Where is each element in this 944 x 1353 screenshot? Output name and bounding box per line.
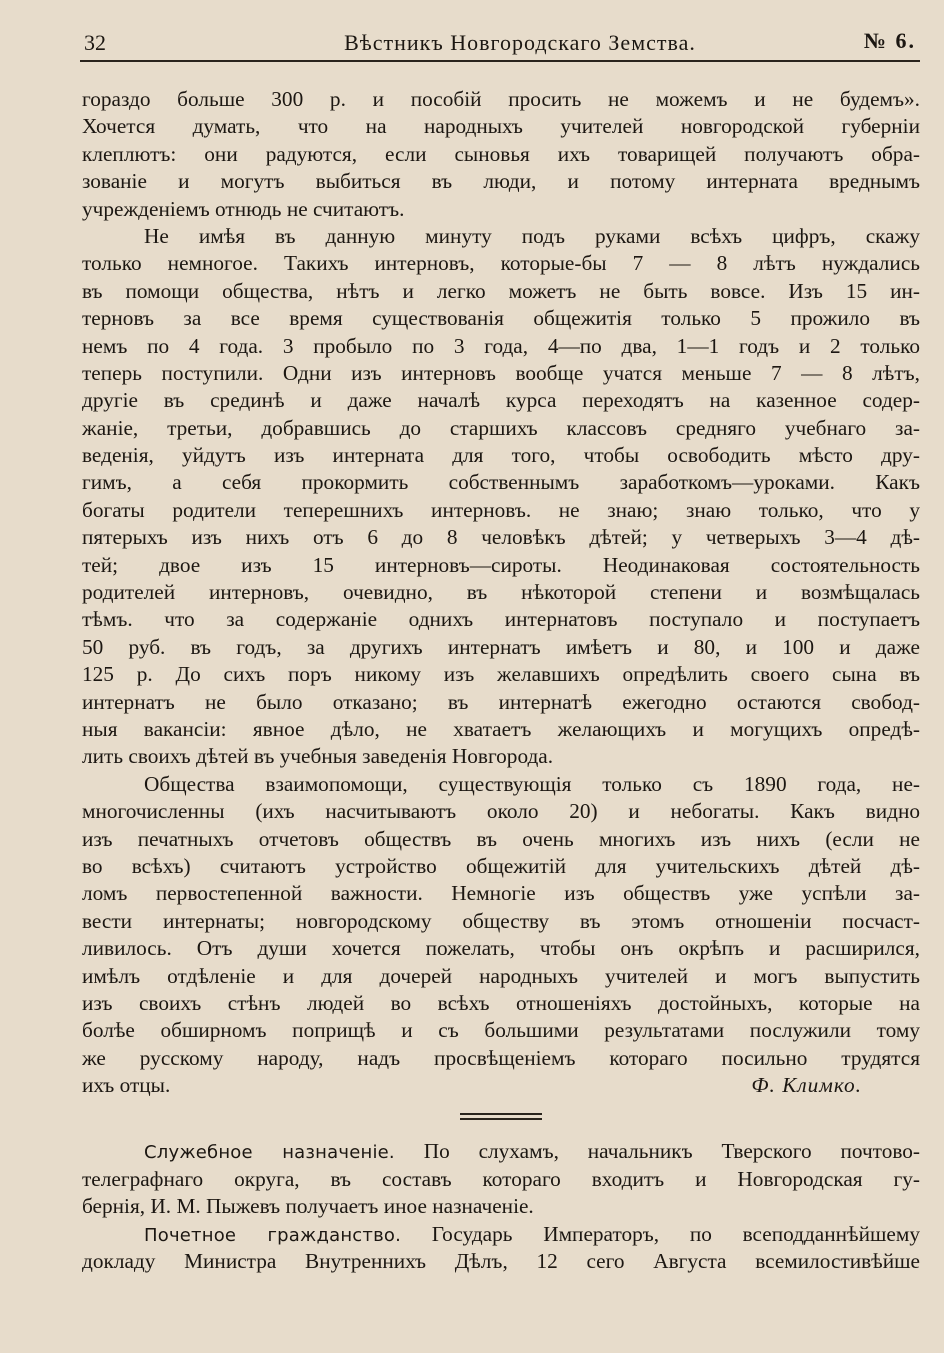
text-line: лить своихъ дѣтей въ учебныя заведенія Новгорода.	[82, 744, 554, 769]
text-line: тей; двое изъ 15 интерновъ—сироты. Неодинаковая состоятельность	[82, 552, 920, 577]
text-line: учрежденіемъ отнюдь не считаютъ.	[82, 196, 405, 221]
text-line: зованіе и могутъ выбиться въ люди, и потому интерната вреднымъ	[82, 169, 920, 194]
text-line: изъ своихъ стѣнъ людей во всѣхъ отношеніяхъ достойныхъ, которые на	[82, 990, 920, 1015]
text-line: немъ по 4 года. 3 пробыло по 3 года, 4—по два, 1—1 годъ и 2 только	[82, 333, 920, 358]
text-line: имѣлъ отдѣленіе и для дочерей народныхъ учителей и могъ выпустить	[82, 963, 920, 988]
text-line: многочисленны (ихъ насчитываютъ около 20) и небогаты. Какъ видно	[82, 799, 920, 824]
text-line: же русскому народу, надъ просвѣщеніемъ котораго посильно трудятся	[82, 1045, 920, 1070]
news-item-appointment	[82, 1138, 920, 1220]
author-signature: Ф. Климко.	[751, 1073, 862, 1098]
text-line: Не имѣя въ данную минуту подъ руками всѣхъ цифръ, скажу	[144, 223, 920, 248]
text-line: 125 р. До сихъ поръ никому изъ желавшихъ опредѣлить своего сына въ	[82, 662, 920, 687]
text-line: терновъ за все время существованія общежитія только 5 прожило въ	[82, 306, 920, 331]
article-paragraph-2	[82, 223, 920, 771]
text-line: веденія, уйдутъ изъ интерната для того, чтобы освободить мѣсто дру-	[82, 443, 920, 468]
text-line: жаніе, третьи, добравшись до старшихъ классовъ средняго учебнаго за-	[82, 415, 920, 440]
text-line: болѣе обширномъ поприщѣ и съ большими результатами послужили тому	[82, 1018, 920, 1043]
text-line: гимъ, а себя прокормить собственнымъ заработкомъ—уроками. Какъ	[82, 470, 920, 495]
text-line: клеплютъ: они радуются, если сыновья ихъ товарищей получаютъ обра-	[82, 141, 920, 166]
text-line: бернія, И. М. Пыжевъ получаетъ иное назначеніе.	[82, 1194, 534, 1219]
text-line: во всѣхъ) считаютъ устройство общежитій для учительскихъ дѣтей дѣ-	[82, 853, 920, 878]
text-line: Общества взаимопомощи, существующія только съ 1890 года, не-	[144, 771, 920, 796]
news-heading: Служебное назначеніе.	[144, 1142, 395, 1164]
text-line: тѣмъ. что за содержаніе однихъ интернатовъ поступало и поступаетъ	[82, 607, 920, 632]
article-paragraph-1	[82, 86, 920, 223]
text-line: Почетное гражданство. Государь Императоръ, по всеподданнѣйшему	[144, 1221, 920, 1246]
text-line: Хочется думать, что на народныхъ учителей новгородской губерніи	[82, 114, 920, 139]
article-paragraph-3	[82, 771, 920, 1100]
text-line: другіе въ срединѣ и даже началѣ курса переходятъ на казенное содер-	[82, 388, 920, 413]
text-line: изъ печатныхъ отчетовъ обществъ въ очень многихъ изъ нихъ (если не	[82, 826, 920, 851]
text-line: ливилось. Отъ души хочется пожелать, чтобы онъ окрѣпъ и расширился,	[82, 936, 920, 961]
text-line: пятерыхъ изъ нихъ отъ 6 до 8 человѣкъ дѣтей; у четверыхъ 3—4 дѣ-	[82, 525, 920, 550]
text-line: ныя вакансіи: явное дѣло, не хватаетъ желающихъ и могущихъ опредѣ-	[82, 716, 920, 741]
text-line: телеграфнаго округа, въ составъ котораго входитъ и Новгородская гу-	[82, 1166, 920, 1191]
text-line: Служебное назначеніе. По слухамъ, начальникъ Тверского почтово-	[144, 1139, 920, 1164]
page-number: 32	[84, 30, 106, 55]
text-line: 50 руб. въ годъ, за другихъ интернатъ имѣетъ и 80, и 100 и даже	[82, 634, 920, 659]
issue-number: № 6.	[863, 28, 916, 53]
page-header	[80, 26, 920, 62]
text-line: только немногое. Такихъ интерновъ, которые-бы 7 — 8 лѣтъ нуждались	[82, 251, 920, 276]
text-line: богаты родители теперешнихъ интерновъ. не знаю; знаю только, что у	[82, 497, 920, 522]
text-line: ихъ отцы.	[82, 1073, 171, 1098]
section-divider	[460, 1113, 542, 1120]
text-line: интернатъ не было отказано; въ интернатѣ ежегодно остаются свобод-	[82, 689, 920, 714]
text-line: ломъ первостепенной важности. Немногіе изъ обществъ уже успѣли за-	[82, 881, 920, 906]
news-item-citizenship	[82, 1221, 920, 1276]
text-line: въ помощи общества, нѣтъ и легко можетъ не быть вовсе. Изъ 15 ин-	[82, 278, 920, 303]
page-body	[82, 86, 920, 1275]
text-line: гораздо больше 300 р. и пособій просить не можемъ и не будемъ».	[82, 87, 920, 111]
text-line: докладу Министра Внутреннихъ Дѣлъ, 12 сего Августа всемилостивѣйше	[82, 1249, 920, 1274]
news-heading: Почетное гражданство.	[144, 1224, 402, 1246]
closing-line	[82, 1072, 920, 1099]
journal-title: Вѣстникъ Новгородскаго Земства.	[344, 30, 696, 55]
text-line: родителей интерновъ, очевидно, въ нѣкоторой степени и возмѣщалась	[82, 580, 920, 605]
text-line: вести интернаты; новгородскому обществу въ этомъ отношеніи посчаст-	[82, 908, 920, 933]
text-line: теперь поступили. Одни изъ интерновъ вообще учатся меньше 7 — 8 лѣтъ,	[82, 360, 920, 385]
